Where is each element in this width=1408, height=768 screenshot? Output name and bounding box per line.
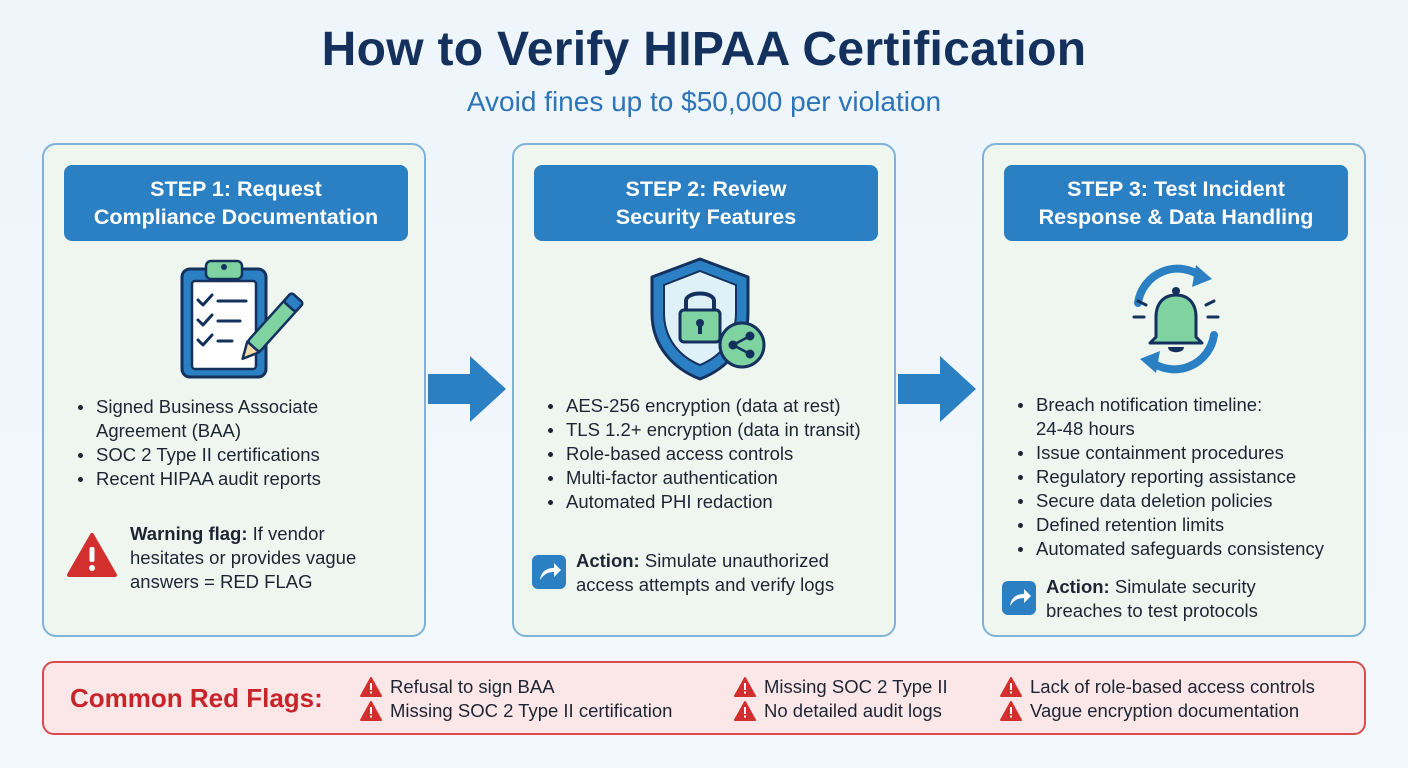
step-3-bullet: Secure data deletion policies: [1014, 489, 1324, 513]
warning-triangle-icon: [734, 677, 756, 697]
red-flag-item: Refusal to sign BAA: [360, 675, 672, 699]
warning-flag-text: Warning flag: If vendor hesitates or provides vague answers = RED FLAG: [130, 523, 357, 592]
step-3-bullet: Regulatory reporting assistance: [1014, 465, 1324, 489]
warning-triangle-icon: [360, 701, 382, 721]
red-flag-item: Lack of role-based access controls: [1000, 675, 1315, 699]
arrow-right-icon: [426, 352, 508, 426]
shield-lock-network-icon: [636, 255, 776, 385]
step-3-card: [982, 143, 1366, 637]
step-3-bullet: Issue containment procedures: [1014, 441, 1324, 465]
warning-triangle-icon: [360, 677, 382, 697]
step-2-action-note: [532, 549, 882, 605]
action-label: Action:: [1046, 576, 1110, 597]
common-red-flags-banner: [42, 661, 1366, 735]
step-3-bullet: Defined retention limits: [1014, 513, 1324, 537]
step-3-header-line1: STEP 3: Test Incident: [1067, 177, 1285, 201]
action-label: Action:: [576, 550, 640, 571]
step-2-card: [512, 143, 896, 637]
step-3-header-line2: Response & Data Handling: [1038, 205, 1314, 229]
arrow-right-icon: [896, 352, 978, 426]
red-flags-column: [1000, 675, 1315, 723]
share-arrow-icon: [532, 555, 566, 589]
step-1-header: [64, 165, 408, 241]
step-2-bullet: Automated PHI redaction: [544, 490, 861, 514]
step-1-card: [42, 143, 426, 637]
step-1-bullet: SOC 2 Type II certifications: [74, 443, 321, 467]
warning-flag-label: Warning flag:: [130, 523, 248, 544]
step-2-bullet: TLS 1.2+ encryption (data in transit): [544, 418, 861, 442]
step-3-header: [1004, 165, 1348, 241]
red-flag-item: Missing SOC 2 Type II certification: [360, 699, 672, 723]
step-2-bullet: Role-based access controls: [544, 442, 861, 466]
step-3-bullet-list: [1014, 393, 1324, 561]
step-1-bullet: Recent HIPAA audit reports: [74, 467, 321, 491]
red-flags-column: [360, 675, 672, 723]
step-3-bullet: Breach notification timeline: 24-48 hours: [1014, 393, 1324, 441]
red-flag-item: No detailed audit logs: [734, 699, 948, 723]
warning-triangle-icon: [1000, 677, 1022, 697]
step-2-action-text: Action: Simulate unauthorized access attempts and verify logs: [576, 550, 835, 595]
share-arrow-icon: [1002, 581, 1036, 615]
step-2-bullet: AES-256 encryption (data at rest): [544, 394, 861, 418]
step-3-action-text: Action: Simulate security breaches to test protocols: [1046, 576, 1258, 621]
step-2-header-line2: Security Features: [615, 205, 797, 229]
step-1-header-line2: Compliance Documentation: [93, 205, 379, 229]
step-3-bullet: Automated safeguards consistency: [1014, 537, 1324, 561]
bell-refresh-cycle-icon: [1106, 255, 1246, 385]
warning-triangle-icon: [66, 532, 118, 578]
red-flags-label: Common Red Flags:: [70, 683, 323, 713]
page-subtitle: Avoid fines up to $50,000 per violation: [466, 86, 942, 117]
step-2-header: [534, 165, 878, 241]
step-3-action-note: [1002, 575, 1352, 631]
step-2-bullet: Multi-factor authentication: [544, 466, 861, 490]
warning-triangle-icon: [734, 701, 756, 721]
red-flags-column: [734, 675, 948, 723]
page-title: How to Verify HIPAA Certification: [321, 23, 1087, 76]
red-flag-item: Missing SOC 2 Type II: [734, 675, 948, 699]
warning-triangle-icon: [1000, 701, 1022, 721]
step-1-header-line1: STEP 1: Request: [150, 177, 322, 201]
red-flag-item: Vague encryption documentation: [1000, 699, 1315, 723]
step-1-bullet: Signed Business Associate Agreement (BAA): [74, 395, 321, 443]
step-2-bullet-list: [544, 394, 861, 514]
warning-flag-note: [66, 518, 406, 598]
clipboard-checklist-pencil-icon: [166, 255, 306, 385]
step-1-bullet-list: [74, 395, 321, 491]
step-2-header-line1: STEP 2: Review: [625, 177, 787, 201]
